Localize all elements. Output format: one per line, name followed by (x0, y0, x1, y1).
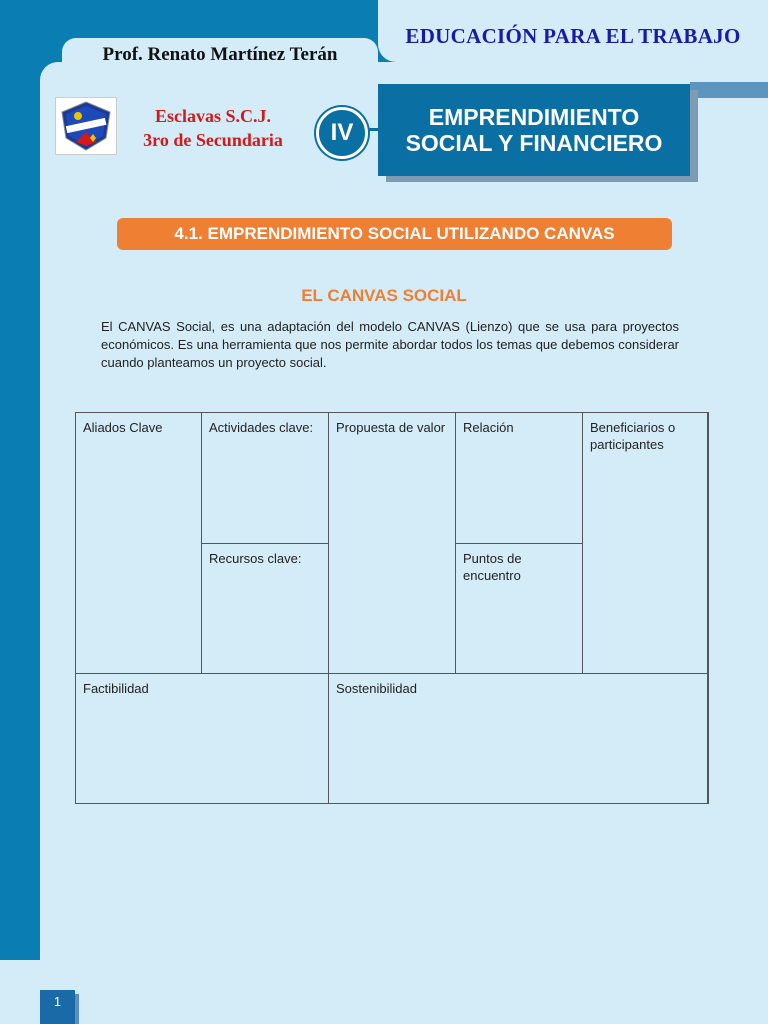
unit-title-box (378, 84, 690, 176)
school-grade: 3ro de Secundaria (143, 130, 283, 150)
unit-number-badge: IV (316, 107, 368, 159)
cell-actividades-clave: Actividades clave: (201, 412, 329, 544)
cell-aliados-clave: Aliados Clave (75, 412, 202, 674)
school-info (128, 104, 298, 152)
canvas-table (75, 412, 708, 804)
accent-bar (690, 82, 768, 98)
cell-puntos-encuentro: Puntos de encuentro (455, 543, 583, 674)
unit-title-line1: EMPRENDIMIENTO (428, 104, 640, 130)
cell-beneficiarios: Beneficiarios o participantes (582, 412, 709, 674)
cell-sostenibilidad: Sostenibilidad (328, 673, 709, 804)
left-frame-strip (0, 0, 40, 960)
teacher-name: Prof. Renato Martínez Terán (102, 44, 338, 65)
cell-propuesta-valor: Propuesta de valor (328, 412, 456, 674)
intro-paragraph: El CANVAS Social, es una adaptación del modelo CANVAS (Lienzo) que se usa para proyectos económicos. Es una herramienta que nos permite abordar todos los temas que debemos considerar cuando planteamos un proyecto social. (101, 319, 679, 370)
school-crest-logo (55, 97, 117, 155)
course-title: EDUCACIÓN PARA EL TRABAJO (405, 24, 741, 48)
bottom-left-corner (0, 960, 40, 1024)
section-subtitle: EL CANVAS SOCIAL (301, 286, 467, 305)
cell-recursos-clave: Recursos clave: (201, 543, 329, 674)
page-number: 1 (40, 990, 75, 1024)
school-name: Esclavas S.C.J. (154, 106, 271, 126)
unit-title-line2: SOCIAL Y FINANCIERO (405, 130, 663, 156)
cell-relacion: Relación (455, 412, 583, 544)
page-number-shadow (75, 994, 79, 1024)
section-heading: 4.1. EMPRENDIMIENTO SOCIAL UTILIZANDO CANVAS (117, 218, 672, 250)
cell-factibilidad: Factibilidad (75, 673, 329, 804)
